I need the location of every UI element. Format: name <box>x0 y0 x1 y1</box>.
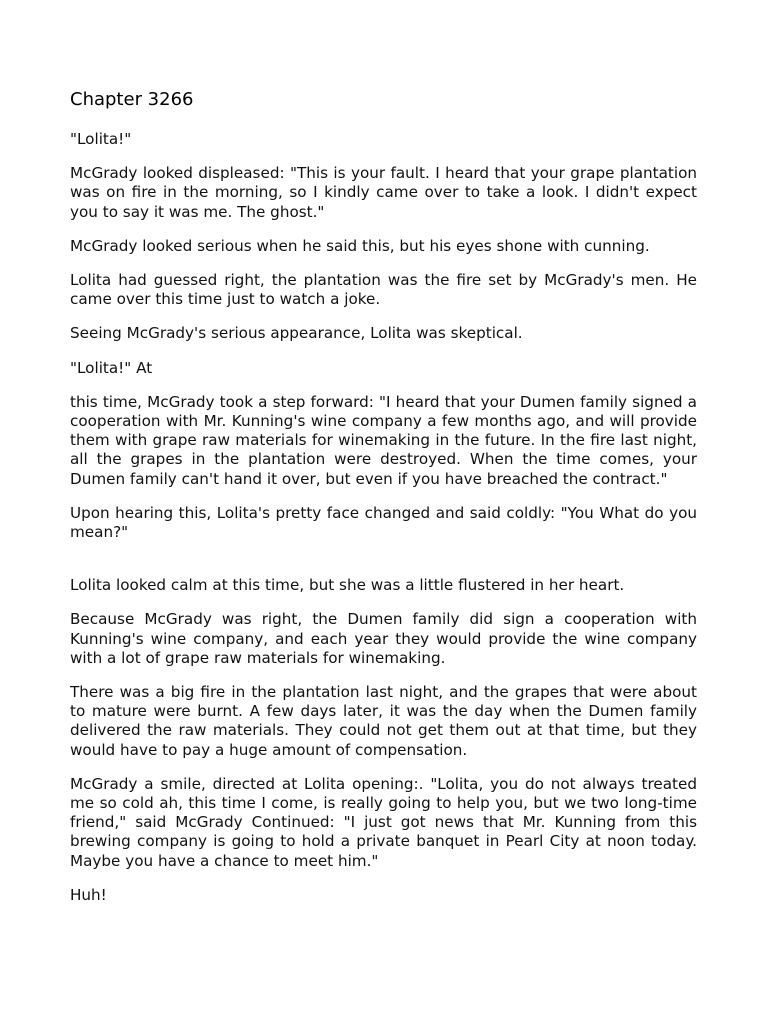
paragraph: McGrady looked serious when he said this, but his eyes shone with cunning. <box>70 236 650 255</box>
paragraph: Lolita looked calm at this time, but she was a little flustered in her heart. <box>70 576 625 595</box>
paragraph: Huh! <box>70 885 107 904</box>
paragraph: "Lolita!" At <box>70 358 153 377</box>
page-content <box>70 88 697 918</box>
chapter-title: Chapter 3266 <box>70 89 194 110</box>
paragraph: Lolita had guessed right, the plantation was the fire set by McGrady's men. He came over this time just to watch a joke. <box>70 271 697 309</box>
paragraph: McGrady looked displeased: "This is your fault. I heard that your grape plantation was on fire in the morning, so I kindly came over to take a look. I didn't expect you to say it was me. The ghost." <box>70 164 697 221</box>
paragraph: "Lolita!" <box>70 130 132 148</box>
paragraph: Seeing McGrady's serious appearance, Lolita was skeptical. <box>70 324 523 343</box>
paragraph: Upon hearing this, Lolita's pretty face changed and said coldly: "You What do you mean?" <box>70 503 697 542</box>
paragraph: McGrady a smile, directed at Lolita opening:. "Lolita, you do not always treated me so cold ah, this time I come, is really going to help you, but we two long-time friend," said McGrady Continued: "I just got news that Mr. Kunning from this brewing company is going to hold a private banquet in Pearl City at noon today. Maybe you have a chance to meet him." <box>70 774 697 870</box>
paragraph: There was a big fire in the plantation last night, and the grapes that were about to mature were burnt. A few days later, it was the day when the Dumen family delivered the raw materials. They could not get them out at that time, but they would have to pay a huge amount of compensation. <box>70 683 697 759</box>
paragraph: this time, McGrady took a step forward: "I heard that your Dumen family signed a cooperation with Mr. Kunning's wine company a few months ago, and will provide them with grape raw materials for winemaking in the future. In the fire last night, all the grapes in the plantation were destroyed. When the time comes, your Dumen family can't hand it over, but even if you have breached the contract." <box>70 392 697 488</box>
paragraph: Because McGrady was right, the Dumen family did sign a cooperation with Kunning's wine company, and each year they would provide the wine company with a lot of grape raw materials for winemaking. <box>70 610 697 667</box>
